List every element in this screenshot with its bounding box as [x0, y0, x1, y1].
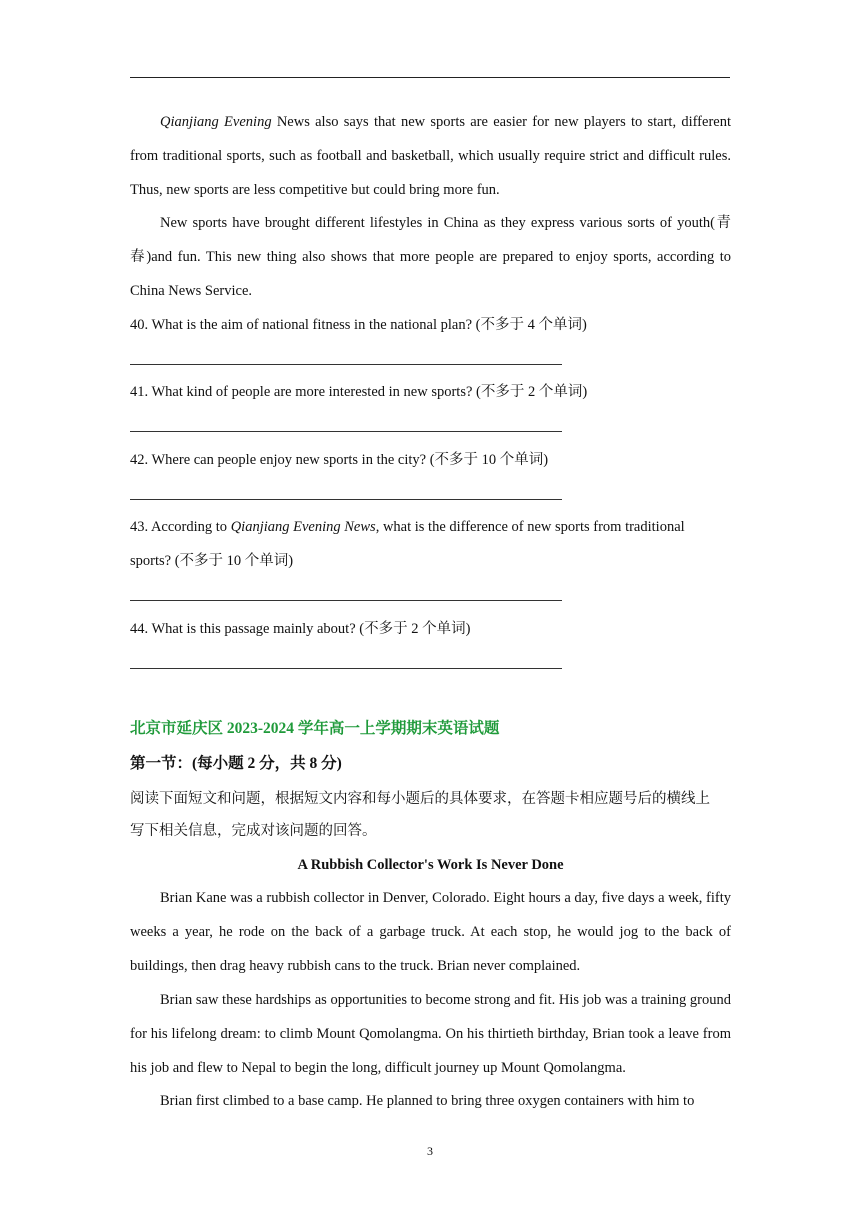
answer-line-44[interactable]	[130, 668, 562, 669]
article-paragraph-1: Brian Kane was a rubbish collector in Denver, Colorado. Eight hours a day, five days a week, fifty weeks a year, he rode on the back of a garbage truck. At each stop, he would jog to the back of buildings, then drag heavy rubbish cans to the truck. Brian never complained.	[130, 890, 731, 974]
paragraph-text: News also says that new sports are easier for new players to start, different from traditional sports, such as football and basketball, which usually require strict and difficult rules. Thus, new sports are less competitive but could bring more fun.	[130, 114, 731, 198]
article-title: A Rubbish Collector's Work Is Never Done	[297, 857, 564, 873]
answer-line-43[interactable]	[130, 600, 562, 601]
instruction-line-1: 阅读下面短文和问题，根据短文内容和每小题后的具体要求，在答题卡相应题号后的横线上	[130, 791, 710, 807]
article-paragraph-2: Brian saw these hardships as opportunities to become strong and fit. His job was a training ground for his lifelong dream: to climb Mount Qomolangma. On his thirtieth birthday, Brian took a leave from his job and flew to Nepal to begin the long, difficult journey up Mount Qomolangma.	[130, 992, 731, 1076]
question-40: 40. What is the aim of national fitness in the national plan? (不多于 4 个单词)	[130, 317, 587, 333]
section-subtitle: 第一节：(每小题 2 分，共 8 分)	[130, 755, 342, 772]
article-paragraph-3: Brian first climbed to a base camp. He planned to bring three oxygen containers with him to	[160, 1093, 695, 1109]
answer-line-42[interactable]	[130, 499, 562, 500]
question-text: , what is the difference of new sports from traditional	[375, 519, 685, 535]
page-number: 3	[427, 1144, 433, 1158]
question-text: 43. According to	[130, 519, 231, 535]
question-41: 41. What kind of people are more interested in new sports? (不多于 2 个单词)	[130, 384, 588, 400]
instruction-line-2: 写下相关信息，完成对该问题的回答。	[130, 823, 377, 839]
answer-line-41[interactable]	[130, 431, 562, 432]
newspaper-name: Qianjiang Evening	[160, 114, 272, 130]
passage-paragraph-1	[130, 105, 731, 207]
exam-title: 北京市延庆区 2023-2024 学年高一上学期期末英语试题	[130, 720, 500, 737]
question-44: 44. What is this passage mainly about? (不多于 2 个单词)	[130, 621, 471, 637]
answer-line-40[interactable]	[130, 364, 562, 365]
newspaper-name: Qianjiang Evening News	[230, 519, 376, 535]
passage-paragraph-2: New sports have brought different lifestyles in China as they express various sorts of youth(青春)and fun. This new thing also shows that more people are prepared to enjoy sports, according to China News Service.	[130, 215, 731, 299]
question-43	[130, 517, 685, 537]
question-42: 42. Where can people enjoy new sports in the city? (不多于 10 个单词)	[130, 452, 549, 468]
question-43-line-2: sports? (不多于 10 个单词)	[130, 553, 294, 569]
header-rule	[130, 77, 730, 78]
